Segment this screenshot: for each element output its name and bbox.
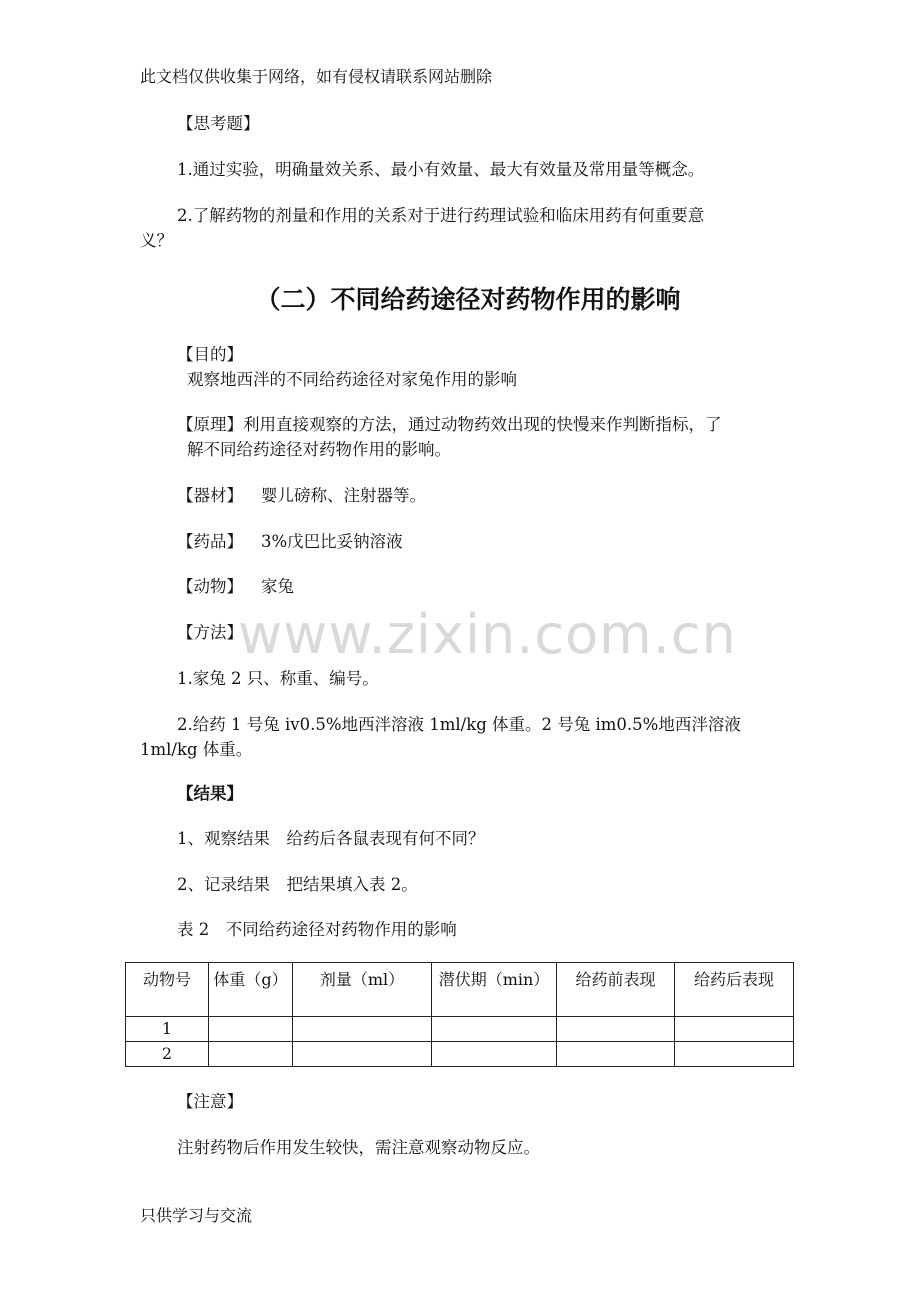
table-cell [209,1042,293,1067]
drug-text: 3%戊巴比妥钠溶液 [261,532,403,551]
method-heading: 【方法】 [177,623,243,642]
method-step-1: 1.家兔 2 只、称重、编号。 [177,669,379,688]
note-heading: 【注意】 [177,1092,243,1111]
table-cell [293,1042,432,1067]
table-cell [557,1017,675,1042]
think-question-2-line2: 义？ [140,231,173,250]
note-text: 注射药物后作用发生较快，需注意观察动物反应。 [177,1138,540,1157]
purpose-text: 观察地西泮的不同给药途径对家兔作用的影响 [187,370,517,389]
table-cell [432,1042,557,1067]
method-step-2-line1: 2.给药 1 号兔 iv0.5%地西泮溶液 1ml/kg 体重。2 号兔 im0.5%地西泮溶液 [177,715,741,734]
table-header-cell: 动物号 [126,963,209,1017]
purpose-heading: 【目的】 [177,345,243,364]
method-step-2-line2: 1ml/kg 体重。 [140,740,253,759]
result-item-2: 2、记录结果 把结果填入表 2。 [177,875,418,894]
table-header-cell: 潜伏期（min） [432,963,557,1017]
result-heading: 【结果】 [177,784,243,803]
table-cell: 1 [126,1017,209,1042]
table-caption: 表 2 不同给药途径对药物作用的影响 [177,920,457,939]
footer-text: 只供学习与交流 [140,1206,253,1225]
principle-line2: 解不同给药途径对药物作用的影响。 [187,440,451,459]
animal-heading: 【动物】 [177,577,243,596]
table-header-cell: 体重（g） [209,963,293,1017]
table-row [126,1017,794,1042]
table-cell [432,1017,557,1042]
header-notice: 此文档仅供收集于网络，如有侵权请联系网站删除 [140,67,493,86]
result-table [125,962,794,1067]
table-cell [293,1017,432,1042]
result-item-1: 1、观察结果 给药后各鼠表现有何不同？ [177,829,485,848]
drug-heading: 【药品】 [177,532,243,551]
watermark: www.zixin.com.cn [238,603,737,666]
think-question-1: 1.通过实验，明确量效关系、最小有效量、最大有效量及常用量等概念。 [177,160,705,179]
table-cell [557,1042,675,1067]
table-cell [675,1017,794,1042]
table-header-cell: 给药前表现 [557,963,675,1017]
table-cell: 2 [126,1042,209,1067]
table-header-row [126,963,794,1017]
equipment-text: 婴儿磅称、注射器等。 [261,486,426,505]
table-header-cell: 给药后表现 [675,963,794,1017]
think-question-2-line1: 2.了解药物的剂量和作用的关系对于进行药理试验和临床用药有何重要意 [177,206,705,225]
table-header-cell: 剂量（ml） [293,963,432,1017]
table-row [126,1042,794,1067]
table-cell [209,1017,293,1042]
think-heading: 【思考题】 [177,114,260,133]
table-cell [675,1042,794,1067]
animal-text: 家兔 [261,577,294,596]
section-title: （二）不同给药途径对药物作用的影响 [255,285,681,314]
equipment-heading: 【器材】 [177,486,243,505]
principle-line1: 【原理】利用直接观察的方法，通过动物药效出现的快慢来作判断指标，了 [177,415,722,434]
